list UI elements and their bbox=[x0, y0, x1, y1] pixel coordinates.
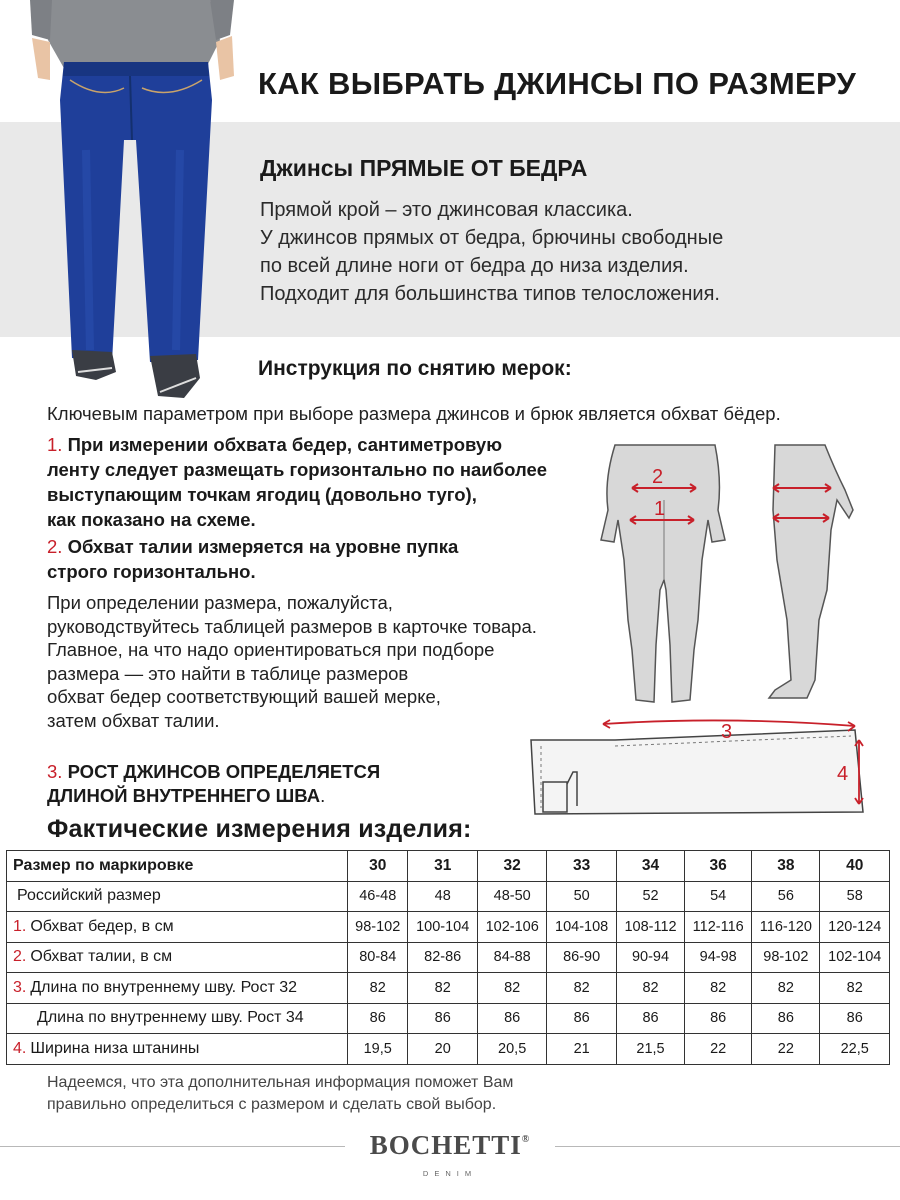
description-line: Подходит для большинства типов телосложения. bbox=[260, 283, 720, 305]
row-number: 4. bbox=[13, 1039, 27, 1057]
table-cell: 56 bbox=[752, 881, 820, 912]
table-cell: 82 bbox=[477, 973, 546, 1004]
brand-mark: ® bbox=[521, 1134, 531, 1145]
body-side-diagram bbox=[765, 440, 865, 710]
measure-label-1: 1 bbox=[654, 498, 666, 520]
subtitle bbox=[260, 155, 587, 182]
table-cell: 94-98 bbox=[685, 942, 752, 973]
key-parameter-text: Ключевым параметром при выборе размера джинсов и брюк является обхват бёдер. bbox=[47, 403, 781, 424]
table-cell: 82 bbox=[820, 973, 890, 1004]
page-title: КАК ВЫБРАТЬ ДЖИНСЫ ПО РАЗМЕРУ bbox=[258, 66, 857, 101]
size-header-cell: 36 bbox=[685, 851, 752, 882]
row-label-text: Длина по внутреннему шву. Рост 32 bbox=[30, 978, 298, 996]
table-cell: 108-112 bbox=[616, 912, 684, 943]
note-line: размера — это найти в таблице размеров bbox=[47, 662, 409, 684]
size-header-cell: 30 bbox=[348, 851, 408, 882]
table-cell: 102-106 bbox=[477, 912, 546, 943]
table-cell: 50 bbox=[547, 881, 616, 912]
step-text: РОСТ ДЖИНСОВ ОПРЕДЕЛЯЕТСЯ bbox=[67, 761, 381, 782]
table-cell: 102-104 bbox=[820, 942, 890, 973]
step-number: 1. bbox=[47, 434, 63, 455]
table-cell: 98-102 bbox=[752, 942, 820, 973]
table-row bbox=[7, 942, 890, 973]
row-label-text: Обхват бедер, в см bbox=[30, 917, 174, 935]
table-cell: 48 bbox=[408, 881, 477, 912]
table-cell: 86 bbox=[547, 1003, 616, 1034]
row-label-text: Ширина низа штанины bbox=[30, 1039, 200, 1057]
measure-label-3: 3 bbox=[721, 721, 733, 743]
table-cell: 20,5 bbox=[477, 1034, 546, 1065]
step-text: Обхват талии измеряется на уровне пупка bbox=[67, 536, 459, 557]
table-cell: 104-108 bbox=[547, 912, 616, 943]
note-line: Главное, на что надо ориентироваться при подборе bbox=[47, 639, 495, 660]
measure-label-4: 4 bbox=[837, 763, 849, 785]
step-text: выступающим точкам ягодиц (довольно туго), bbox=[47, 484, 477, 505]
table-cell: 86 bbox=[820, 1003, 890, 1034]
instructions-title: Инструкция по снятию мерок: bbox=[258, 357, 572, 380]
table-header-row bbox=[7, 851, 890, 882]
footer-note bbox=[47, 1072, 513, 1116]
footer-line: правильно определиться с размером и сделать свой выбор. bbox=[47, 1096, 497, 1113]
table-cell: 82 bbox=[408, 973, 477, 1004]
body-front-diagram bbox=[590, 440, 740, 710]
size-header-cell: 32 bbox=[477, 851, 546, 882]
note-line: руководствуйтесь таблицей размеров в карточке товара. bbox=[47, 615, 537, 637]
pants-flat-diagram bbox=[525, 712, 885, 822]
step-number: 3. bbox=[47, 761, 63, 782]
table-cell: 48-50 bbox=[477, 881, 546, 912]
row-label-text: Длина по внутреннему шву. Рост 34 bbox=[37, 1009, 304, 1027]
row-label bbox=[7, 1003, 348, 1034]
row-number: 2. bbox=[13, 948, 27, 966]
row-label bbox=[7, 912, 348, 943]
row-number: 3. bbox=[13, 978, 27, 996]
table-cell: 21 bbox=[547, 1034, 616, 1065]
table-cell: 86-90 bbox=[547, 942, 616, 973]
note-line: При определении размера, пожалуйста, bbox=[47, 592, 393, 613]
size-header-cell: 33 bbox=[547, 851, 616, 882]
table-cell: 116-120 bbox=[752, 912, 820, 943]
size-header-cell: 34 bbox=[616, 851, 684, 882]
table-cell: 82 bbox=[547, 973, 616, 1004]
table-cell: 22 bbox=[685, 1034, 752, 1065]
table-cell: 86 bbox=[477, 1003, 546, 1034]
step-text: как показано на схеме. bbox=[47, 509, 256, 530]
step-text: строго горизонтально. bbox=[47, 561, 256, 582]
table-cell: 86 bbox=[685, 1003, 752, 1034]
table-cell: 80-84 bbox=[348, 942, 408, 973]
table-cell: 52 bbox=[616, 881, 684, 912]
table-cell: 54 bbox=[685, 881, 752, 912]
step-text: При измерении обхвата бедер, сантиметровую bbox=[67, 434, 503, 455]
table-header-label: Размер по маркировке bbox=[7, 851, 348, 882]
brand-logo bbox=[0, 1130, 900, 1161]
row-number: 1. bbox=[13, 917, 27, 935]
table-cell: 84-88 bbox=[477, 942, 546, 973]
table-cell: 100-104 bbox=[408, 912, 477, 943]
step-3 bbox=[47, 760, 380, 808]
row-label bbox=[7, 1034, 348, 1065]
table-cell: 82 bbox=[616, 973, 684, 1004]
table-cell: 120-124 bbox=[820, 912, 890, 943]
table-cell: 58 bbox=[820, 881, 890, 912]
model-jeans-illustration bbox=[20, 0, 250, 410]
description-line: по всей длине ноги от бедра до низа изделия. bbox=[260, 255, 689, 277]
step-1 bbox=[47, 432, 547, 532]
table-cell: 86 bbox=[752, 1003, 820, 1034]
row-label bbox=[7, 973, 348, 1004]
row-label bbox=[7, 881, 348, 912]
note-line: обхват бедер соответствующий вашей мерке, bbox=[47, 686, 441, 707]
row-label-text: Обхват талии, в см bbox=[30, 948, 173, 966]
subtitle-fit: ПРЯМЫЕ ОТ БЕДРА bbox=[359, 155, 588, 181]
table-row bbox=[7, 881, 890, 912]
table-cell: 98-102 bbox=[348, 912, 408, 943]
row-label-text: Российский размер bbox=[17, 887, 161, 905]
table-cell: 86 bbox=[408, 1003, 477, 1034]
table-row bbox=[7, 973, 890, 1004]
table-cell: 21,5 bbox=[616, 1034, 684, 1065]
note-line: затем обхват талии. bbox=[47, 709, 220, 731]
table-cell: 19,5 bbox=[348, 1034, 408, 1065]
step-text: ленту следует размещать горизонтально по наиболее bbox=[47, 459, 548, 480]
table-cell: 22 bbox=[752, 1034, 820, 1065]
description-line: У джинсов прямых от бедра, брючины свободные bbox=[260, 227, 724, 249]
table-cell: 46-48 bbox=[348, 881, 408, 912]
size-note bbox=[47, 591, 537, 732]
table-cell: 90-94 bbox=[616, 942, 684, 973]
table-cell: 82 bbox=[685, 973, 752, 1004]
step-text: . bbox=[320, 785, 326, 806]
size-table bbox=[6, 850, 890, 1065]
table-cell: 20 bbox=[408, 1034, 477, 1065]
size-header-cell: 40 bbox=[820, 851, 890, 882]
size-header-cell: 38 bbox=[752, 851, 820, 882]
table-title: Фактические измерения изделия: bbox=[47, 815, 472, 843]
size-header-cell: 31 bbox=[408, 851, 477, 882]
brand-subline: DENIM bbox=[422, 1169, 478, 1178]
table-cell: 82 bbox=[348, 973, 408, 1004]
table-row bbox=[7, 912, 890, 943]
table-cell: 22,5 bbox=[820, 1034, 890, 1065]
table-cell: 112-116 bbox=[685, 912, 752, 943]
step-2 bbox=[47, 534, 458, 584]
fit-description bbox=[260, 196, 723, 308]
table-cell: 82-86 bbox=[408, 942, 477, 973]
table-cell: 82 bbox=[752, 973, 820, 1004]
brand-name: BOCHETTI bbox=[369, 1130, 522, 1160]
table-cell: 86 bbox=[348, 1003, 408, 1034]
table-row bbox=[7, 1034, 890, 1065]
description-line: Прямой крой – это джинсовая классика. bbox=[260, 199, 633, 221]
step-number: 2. bbox=[47, 536, 63, 557]
table-cell: 86 bbox=[616, 1003, 684, 1034]
step-text: ДЛИНОЙ ВНУТРЕННЕГО ШВА bbox=[47, 785, 321, 806]
table-row bbox=[7, 1003, 890, 1034]
measure-label-2: 2 bbox=[652, 466, 664, 488]
footer-line: Надеемся, что эта дополнительная информация поможет Вам bbox=[47, 1074, 514, 1091]
subtitle-prefix: Джинсы bbox=[260, 155, 354, 181]
row-label bbox=[7, 942, 348, 973]
